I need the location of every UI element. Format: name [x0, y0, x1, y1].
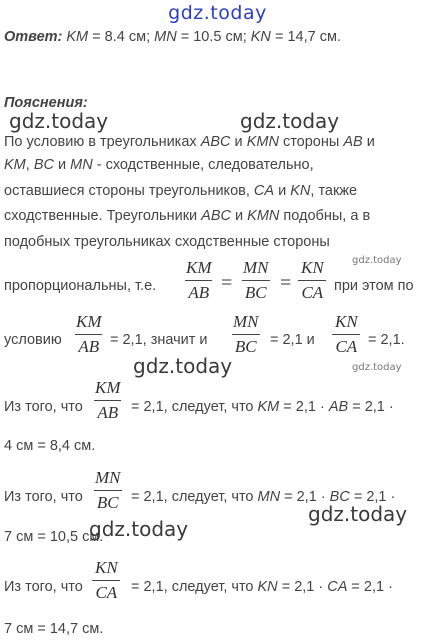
answer-km-value: = 8.4 см; [88, 29, 155, 45]
statement-km: = 2,1, следует, что KM = 2,1 · AB = 2,1 · [131, 399, 394, 415]
fraction-km-ab: $\frac{KM}{AB}$ [186, 258, 212, 302]
statement-kn: = 2,1, следует, что KN = 2,1 · CA = 2,1 · [131, 579, 393, 595]
statement-km-result: 4 см = 8,4 см. [4, 438, 96, 454]
statement-kn: Из того, что [4, 579, 83, 595]
fraction-mn-bc: $\frac{MN}{BC}$ [233, 312, 259, 356]
condition-text: условию [4, 332, 62, 348]
condition-text: = 2,1 и [270, 332, 315, 348]
answer-kn-value: = 14,7 см. [270, 29, 341, 45]
equals-sign: = [280, 272, 292, 294]
paragraph-line: По условию в треугольниках ABC и KMN стороны AB и [4, 134, 375, 150]
answer-mn-value: = 10.5 см; [176, 29, 251, 45]
fraction-km-ab: $\frac{KM}{AB}$ [95, 378, 121, 422]
answer-line [4, 27, 341, 47]
equals-sign: = [221, 272, 233, 294]
watermark-small: gdz.today [352, 255, 402, 266]
fraction-mn-bc: $\frac{MN}{BC}$ [243, 258, 269, 302]
answer-kn: KN [250, 29, 271, 45]
paragraph-line: подобных треугольниках сходственные стороны [4, 234, 330, 250]
answer-mn: MN [154, 29, 177, 45]
paragraph-line: сходственные. Треугольники ABC и KMN подобны, а в [4, 208, 371, 224]
watermark-text: gdz.today [133, 354, 233, 378]
paragraph-line: оставшиеся стороны треугольников, CA и KN, также [4, 183, 358, 199]
condition-text: = 2,1. [368, 332, 405, 348]
fraction-kn-ca: $\frac{KN}{CA}$ [92, 558, 121, 603]
statement-mn: Из того, что [4, 489, 83, 505]
statement-kn-result: 7 см = 14,7 см. [4, 621, 104, 637]
statement-mn-result: 7 см = 10,5 см. [4, 529, 104, 545]
fraction-kn-ca: $\frac{KN}{CA}$ [298, 258, 327, 303]
explanation-heading: Пояснения: [4, 95, 88, 111]
answer-km: KM [66, 29, 89, 45]
fraction-km-ab: $\frac{KM}{AB}$ [76, 312, 102, 356]
watermark-text: gdz.today [89, 517, 189, 541]
watermark-small: gdz.today [352, 362, 402, 373]
statement-km: Из того, что [4, 399, 83, 415]
paragraph-line: пропорциональны, т.е. [4, 278, 157, 294]
fraction-mn-bc: $\frac{MN}{BC}$ [95, 468, 121, 512]
watermark-text: gdz.today [9, 109, 109, 133]
watermark-text: gdz.today [308, 502, 408, 526]
condition-text: = 2,1, значит и [110, 332, 208, 348]
paragraph-line: KM, BC и MN - сходственные, следовательно, [4, 157, 314, 173]
statement-mn: = 2,1, следует, что MN = 2,1 · BC = 2,1 · [131, 489, 396, 505]
paragraph-line: при этом по [334, 278, 414, 294]
watermark-text: gdz.today [240, 109, 340, 133]
fraction-kn-ca: $\frac{KN}{CA}$ [332, 312, 361, 357]
answer-label: Ответ: [4, 29, 63, 45]
header-watermark: gdz.today [168, 2, 267, 24]
